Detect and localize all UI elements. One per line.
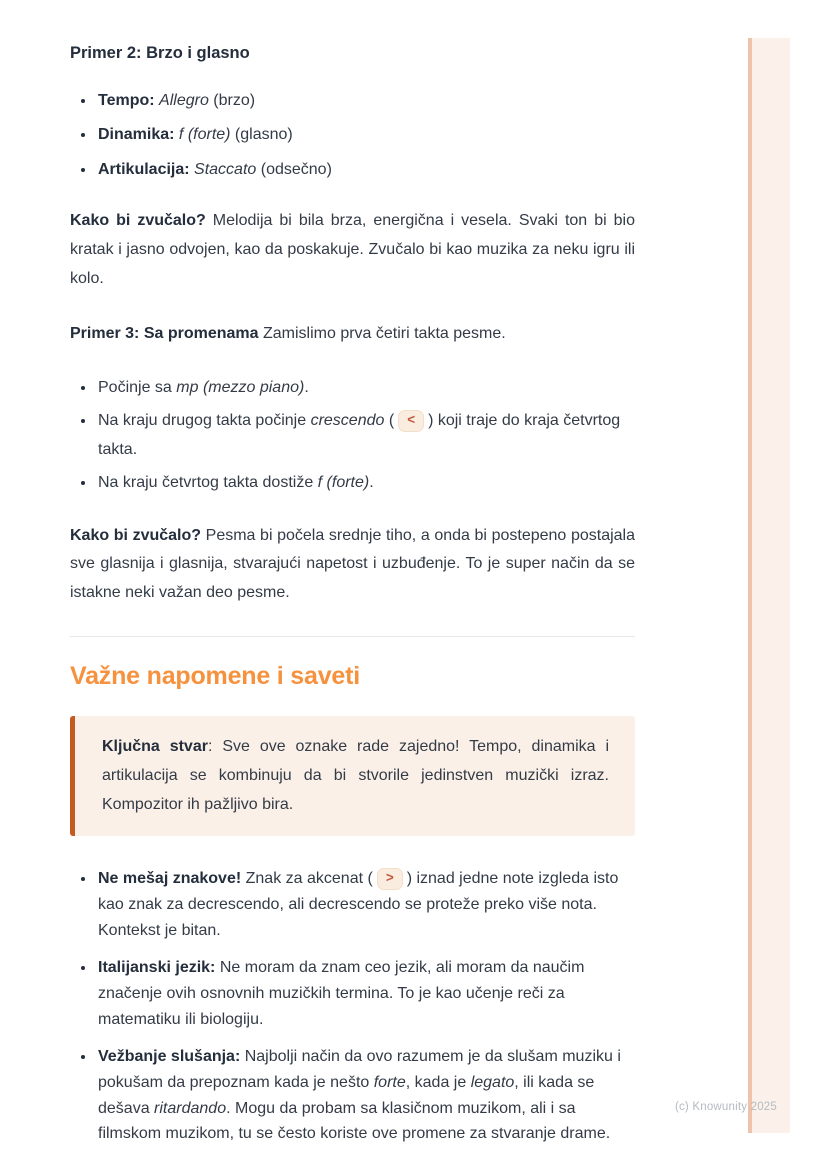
list-item: • Dinamika: f (forte) (glasno)	[96, 122, 635, 148]
tips-list	[70, 866, 635, 1147]
key-point-callout	[70, 716, 635, 836]
accent-symbol-badge: >	[377, 868, 403, 890]
primer3-list	[70, 374, 635, 497]
list-item: • Na kraju drugog takta počinje crescendo ( < ) koji traje do kraja četvrtog takta.	[96, 407, 635, 465]
divider-top	[70, 636, 635, 637]
crescendo-symbol-badge: <	[398, 410, 424, 432]
list-item: • Artikulacija: Staccato (odsečno)	[96, 157, 635, 183]
list-item: • Italijanski jezik: Ne moram da znam ceo jezik, ali moram da naučim značenje ovih osnovnih muzičkih termina. To je kao učenje reči za matematiku ili biologiju.	[96, 955, 635, 1033]
right-margin-stripe	[748, 38, 790, 1133]
list-item: • Vežbanje slušanja: Najbolji način da ovo razumem je da slušam muziku i pokušam da prepoznam kada je nešto forte, kada je legato, ili kada se dešava ritardando. Mogu da probam sa klasičnom muzikom, ali i sa filmskom muzikom, tu se često koriste ove promene za stvaranje drame.	[96, 1044, 635, 1148]
primer2-title: Primer 2: Brzo i glasno	[70, 44, 250, 62]
primer3-intro: Primer 3: Sa promenama Zamislimo prva četiri takta pesme.	[70, 324, 506, 342]
list-item: • Ne mešaj znakove! Znak za akcenat ( > ) iznad jedne note izgleda isto kao znak za decrescendo, ali decrescendo se proteže preko više nota. Kontekst je bitan.	[96, 866, 635, 944]
list-item: • Počinje sa mp (mezzo piano).	[96, 374, 635, 403]
list-item: • Tempo: Allegro (brzo)	[96, 88, 635, 114]
callout-text: Ključna stvar: Sve ove oznake rade zajedno! Tempo, dinamika i artikulacija se kombinuju da bi stvorile jedinstven muzički izraz. Kompozitor ih pažljivo bira.	[102, 737, 610, 813]
list-item: • Na kraju četvrtog takta dostiže f (forte).	[96, 469, 635, 498]
primer2-list	[70, 88, 635, 183]
primer2-how-it-sounds: Kako bi zvučalo? Melodija bi bila brza, energična i vesela. Svaki ton bi bio kratak i jasno odvojen, kao da poskakuje. Zvučalo bi kao muzika za neku igru ili kolo.	[70, 212, 636, 287]
primer3-how-it-sounds: Kako bi zvučalo? Pesma bi počela srednje tiho, a onda bi postepeno postajala sve glasnija i glasnija, stvarajući napetost i uzbuđenje. To je super način da se istakne neki važan deo pesme.	[70, 526, 635, 602]
copyright-footer: (c) Knowunity 2025	[674, 1101, 777, 1113]
section-heading: Važne napomene i saveti	[70, 661, 360, 690]
